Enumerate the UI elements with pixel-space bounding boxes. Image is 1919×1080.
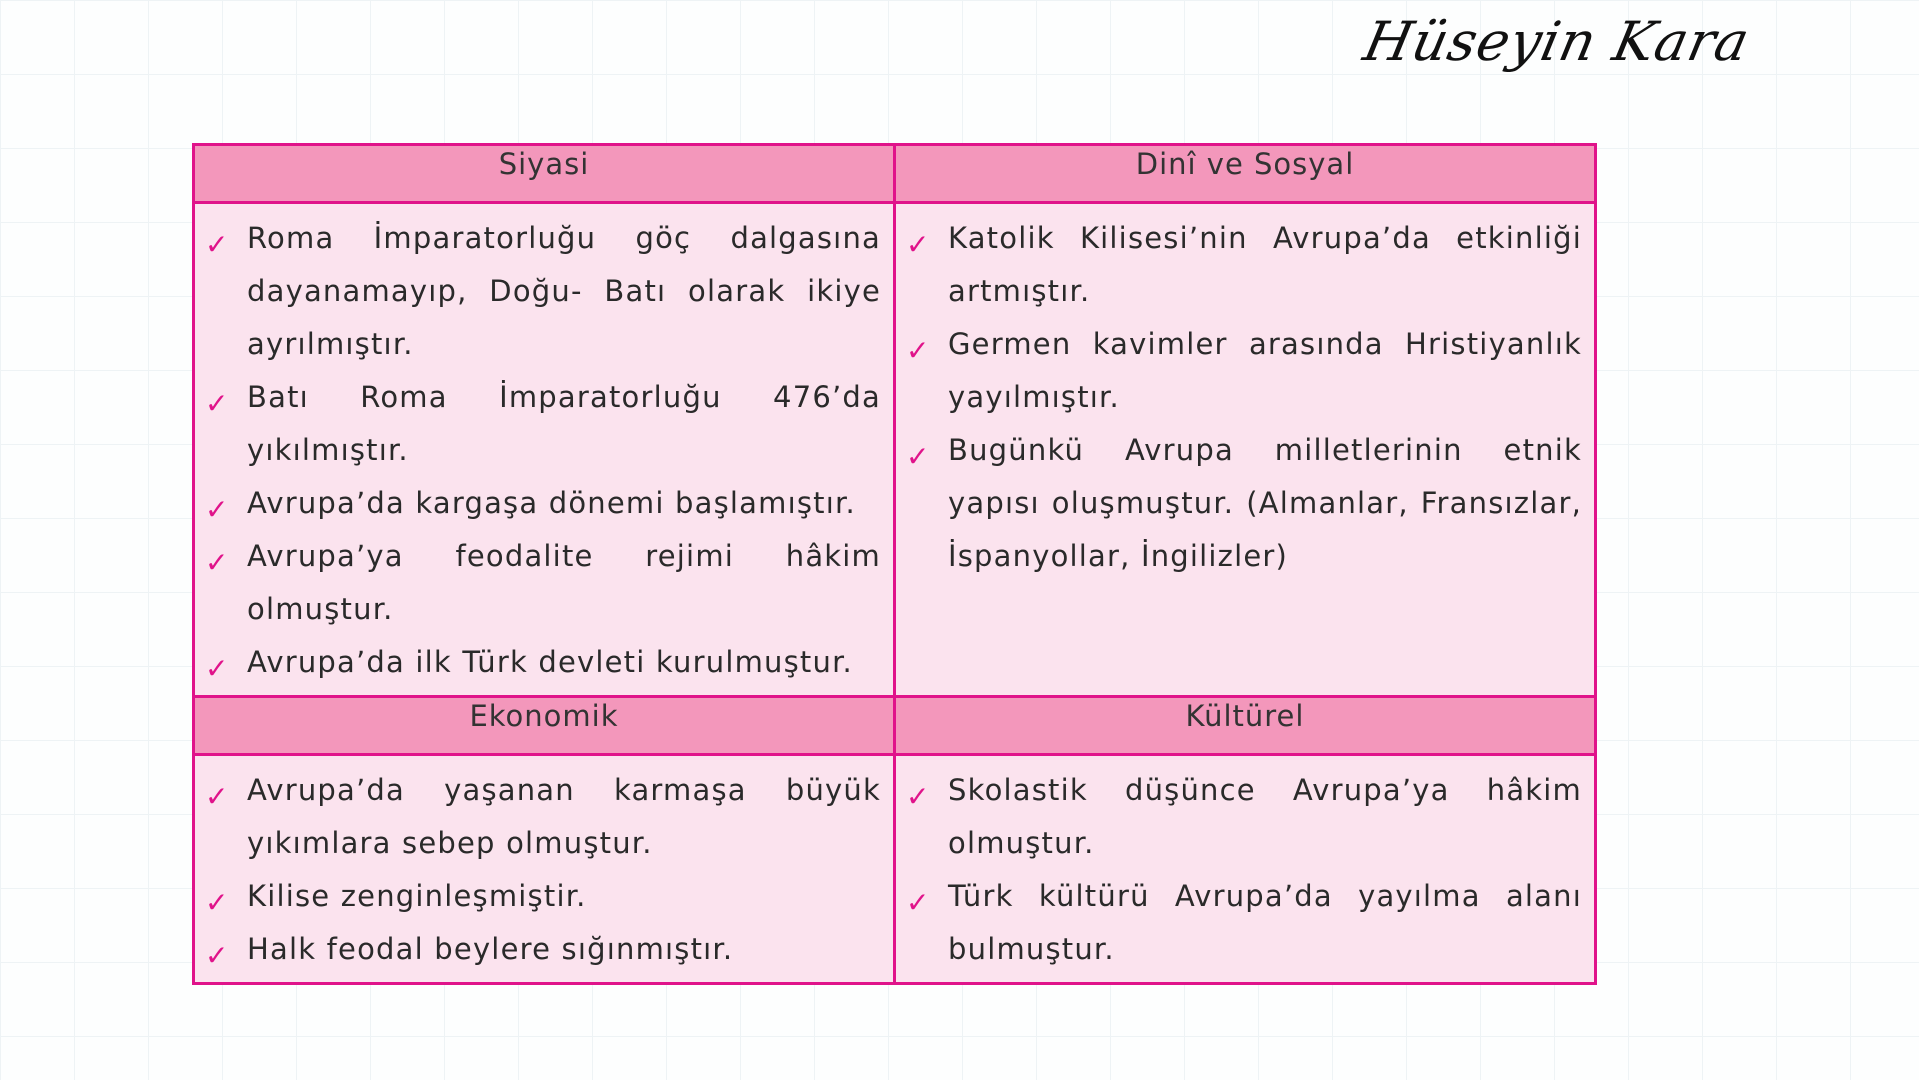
list-item xyxy=(205,371,881,477)
header-siyasi: Siyasi xyxy=(194,145,895,203)
list-item-text: Katolik Kilisesi’nin Avrupa’da etkinliği artmıştır. xyxy=(948,221,1582,308)
list-item-text: Roma İmparatorluğu göç dalgasına dayanamayıp, Doğu- Batı olarak ikiye ayrılmıştır. xyxy=(247,221,881,361)
list-item xyxy=(906,764,1582,870)
list-item xyxy=(205,764,881,870)
list-item xyxy=(906,424,1582,583)
check-icon: ✓ xyxy=(906,780,931,813)
cell-ekonomik xyxy=(194,755,895,984)
list-item xyxy=(205,923,881,976)
list-item-text: Kilise zenginleşmiştir. xyxy=(247,879,587,913)
author-signature: Hüseyin Kara xyxy=(1358,10,1756,73)
summary-table xyxy=(192,143,1597,985)
check-icon: ✓ xyxy=(205,493,230,526)
header-dini-sosyal: Dinî ve Sosyal xyxy=(895,145,1596,203)
list-item-text: Avrupa’da ilk Türk devleti kurulmuştur. xyxy=(247,645,853,679)
list-item-text: Avrupa’da kargaşa dönemi başlamıştır. xyxy=(247,486,856,520)
list-item-text: Avrupa’da yaşanan karmaşa büyük yıkımlara sebep olmuştur. xyxy=(247,773,881,860)
list-item-text: Germen kavimler arasında Hristiyanlık yayılmıştır. xyxy=(948,327,1582,414)
list-item xyxy=(906,870,1582,976)
list-item xyxy=(205,636,881,689)
check-icon: ✓ xyxy=(205,387,230,420)
list-item-text: Batı Roma İmparatorluğu 476’da yıkılmıştır. xyxy=(247,380,881,467)
list-item-text: Türk kültürü Avrupa’da yayılma alanı bulmuştur. xyxy=(948,879,1582,966)
list-item xyxy=(906,318,1582,424)
cell-kulturel xyxy=(895,755,1596,984)
check-icon: ✓ xyxy=(205,939,230,972)
cell-dini-sosyal xyxy=(895,203,1596,697)
check-icon: ✓ xyxy=(205,652,230,685)
list-item xyxy=(205,477,881,530)
list-item-text: Skolastik düşünce Avrupa’ya hâkim olmuştur. xyxy=(948,773,1582,860)
list-item-text: Halk feodal beylere sığınmıştır. xyxy=(247,932,734,966)
header-kulturel: Kültürel xyxy=(895,697,1596,755)
list-item-text: Bugünkü Avrupa milletlerinin etnik yapısı oluşmuştur. (Almanlar, Fransızlar, İspanyollar, İngilizler) xyxy=(948,433,1582,573)
check-icon: ✓ xyxy=(205,228,230,261)
list-item-text: Avrupa’ya feodalite rejimi hâkim olmuştur. xyxy=(247,539,881,626)
list-item xyxy=(205,530,881,636)
check-icon: ✓ xyxy=(205,780,230,813)
check-icon: ✓ xyxy=(906,440,931,473)
list-item xyxy=(906,212,1582,318)
check-icon: ✓ xyxy=(205,886,230,919)
check-icon: ✓ xyxy=(906,886,931,919)
check-icon: ✓ xyxy=(906,228,931,261)
cell-siyasi xyxy=(194,203,895,697)
list-item xyxy=(205,212,881,371)
header-ekonomik: Ekonomik xyxy=(194,697,895,755)
check-icon: ✓ xyxy=(906,334,931,367)
check-icon: ✓ xyxy=(205,546,230,579)
list-item xyxy=(205,870,881,923)
